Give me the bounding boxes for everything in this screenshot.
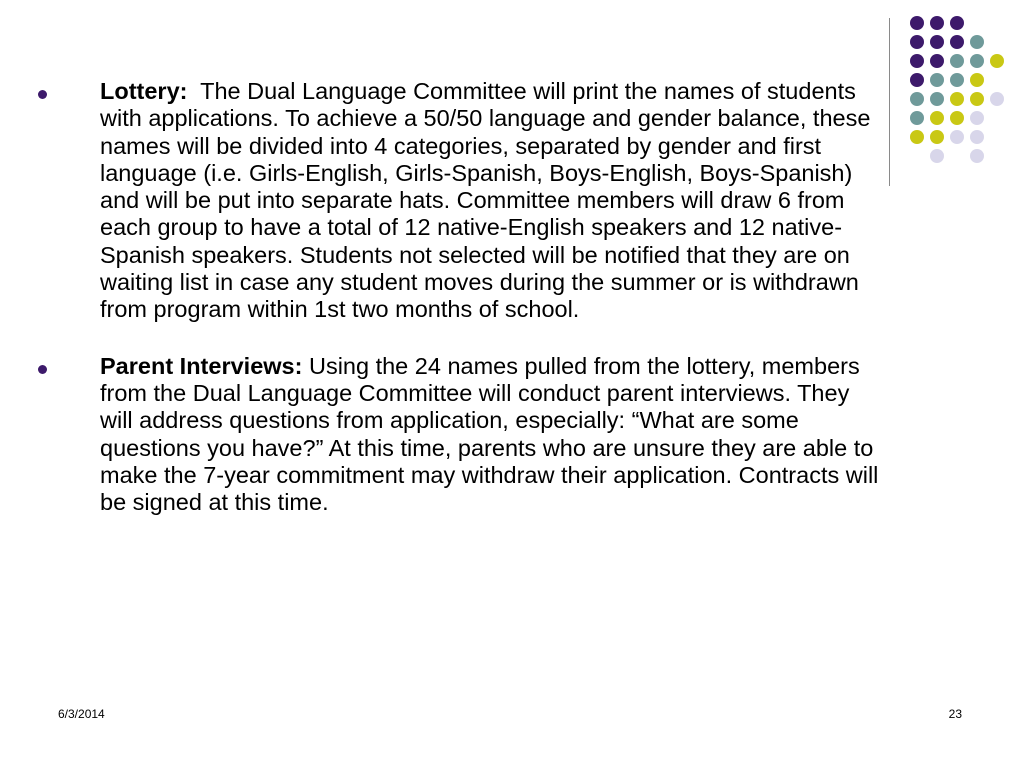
dot-lavender — [990, 92, 1004, 106]
dot-purple — [910, 54, 924, 68]
bullet-text: Using the 24 names pulled from the lottery, members from the Dual Language Committee will conduct parent interviews. They will address questions from application, especially: “What are some questions you have?” At this time, parents who are unsure they are able to make the 7-year commitment may withdraw their application. Contracts will be signed at this time. — [100, 352, 885, 516]
dot-teal — [950, 54, 964, 68]
dot-lime — [990, 54, 1004, 68]
bullet-marker — [38, 90, 47, 99]
dot-teal — [930, 92, 944, 106]
dot-teal — [930, 73, 944, 87]
dot-lavender — [930, 149, 944, 163]
dot-grid-decoration — [904, 12, 1014, 172]
bullet-lead: Parent Interviews: — [100, 352, 303, 379]
dot-lime — [950, 92, 964, 106]
dot-purple — [930, 35, 944, 49]
dot-purple — [950, 35, 964, 49]
dot-lavender — [950, 130, 964, 144]
dot-lime — [970, 92, 984, 106]
bullet-lead: Lottery: — [100, 78, 188, 104]
dot-lime — [930, 111, 944, 125]
dot-teal — [910, 92, 924, 106]
dot-lavender — [970, 149, 984, 163]
dot-purple — [910, 35, 924, 49]
dot-purple — [910, 16, 924, 30]
dot-lime — [930, 130, 944, 144]
dot-purple — [950, 16, 964, 30]
vertical-divider — [889, 18, 890, 186]
dot-teal — [910, 111, 924, 125]
dot-lavender — [970, 130, 984, 144]
bullet-text: The Dual Language Committee will print the names of students with applications. To achieve a 50/50 language and gender balance, these names will be divided into 4 categories, separated by gender and first language (i.e. Girls-English, Girls-Spanish, Boys-English, Boys-Spanish) and will be put into separate hats. Committee members will draw 6 from each group to have a total of 12 native-English speakers and 12 native-Spanish speakers. Students not selected will be notified that they are on waiting list in case any student moves during the summer or is withdrawn from program within 1st two months of school. — [100, 78, 877, 323]
dot-teal — [970, 54, 984, 68]
dot-lime — [910, 130, 924, 144]
dot-teal — [970, 35, 984, 49]
footer-date: 6/3/2014 — [58, 707, 105, 721]
dot-lavender — [970, 111, 984, 125]
dot-teal — [950, 73, 964, 87]
bullet-lottery — [36, 78, 886, 324]
dot-purple — [910, 73, 924, 87]
bullet-parent-interviews — [36, 353, 886, 517]
dot-purple — [930, 16, 944, 30]
footer-page-number: 23 — [948, 707, 962, 721]
dot-lime — [950, 111, 964, 125]
bullet-list — [36, 78, 886, 516]
bullet-marker — [38, 365, 47, 374]
dot-lime — [970, 73, 984, 87]
dot-purple — [930, 54, 944, 68]
